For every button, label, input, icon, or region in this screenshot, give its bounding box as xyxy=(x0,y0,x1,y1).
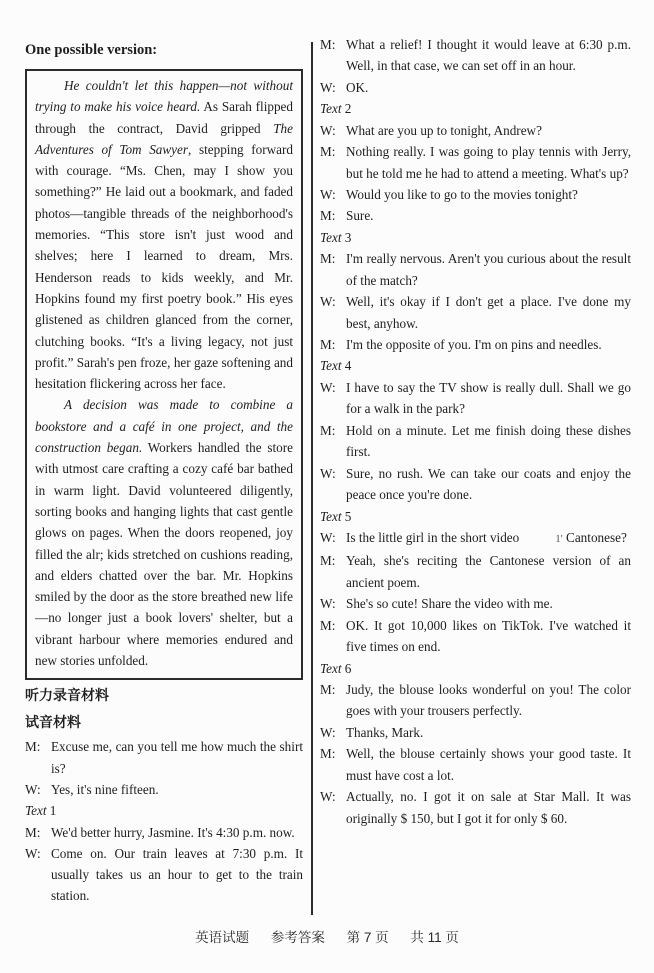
dialogue-turn xyxy=(320,420,631,463)
dialogue-turn xyxy=(320,593,631,614)
speaker-label: W: xyxy=(320,529,336,545)
speaker-label: W: xyxy=(320,724,336,740)
speaker-label: W: xyxy=(25,781,41,797)
text-label xyxy=(320,227,631,248)
dialogue-turn xyxy=(320,679,631,722)
dialogue-text: Come on. Our train leaves at 7:30 p.m. It usually takes us an hour to get to the train station. xyxy=(51,845,303,904)
speaker-label: M: xyxy=(320,208,336,224)
essay-paragraph-1 xyxy=(35,75,293,394)
text-label xyxy=(320,506,631,527)
dialogue-turn xyxy=(320,786,631,829)
dialogue-text: Well, the blouse certainly shows your good taste. It must have cost a lot. xyxy=(346,746,631,783)
speaker-label: W: xyxy=(320,789,336,805)
footer-page-number: 第 7 页 xyxy=(346,930,389,945)
dialogue-text: We'd better hurry, Jasmine. It's 4:30 p.m. now. xyxy=(51,824,295,840)
dialogue-text: Excuse me, can you tell me how much the shirt is? xyxy=(51,739,303,776)
right-column xyxy=(320,32,631,829)
column-divider-rule xyxy=(311,42,313,915)
dialogue-turn xyxy=(320,205,631,226)
speaker-label: M: xyxy=(25,739,41,755)
text-label-number: 3 xyxy=(341,229,352,245)
speaker-label: M: xyxy=(320,681,336,697)
left-dialogue-list xyxy=(25,736,303,906)
dialogue-text: Actually, no. I got it on sale at Star Mall. It was originally $ 150, but I got it for only $ 60. xyxy=(346,789,631,826)
dialogue-text: I'm really nervous. Aren't you curious about the result of the match? xyxy=(346,251,631,288)
speaker-label: M: xyxy=(25,824,41,840)
dialogue-turn xyxy=(25,736,303,779)
dialogue-turn xyxy=(320,141,631,184)
footer-answer-key-label: 参考答案 xyxy=(270,930,325,945)
italic-text-segment: A decision was made to combine a bookstore and a café in one project, and the construction began. xyxy=(35,397,293,456)
speaker-label: M: xyxy=(320,617,336,633)
footer-exam-title: 英语试题 xyxy=(195,930,250,945)
page-footer xyxy=(0,926,654,946)
left-column xyxy=(25,40,303,907)
text-label xyxy=(320,658,631,679)
dialogue-text: Judy, the blouse looks wonderful on you! The color goes with your trousers perfectly. xyxy=(346,681,631,719)
dialogue-turn xyxy=(320,291,631,334)
dialogue-turn xyxy=(320,377,631,420)
speaker-label: W: xyxy=(320,79,336,95)
text-label-number: 6 xyxy=(341,660,352,676)
speaker-label: M: xyxy=(320,337,336,353)
speaker-label: W: xyxy=(25,845,41,861)
dialogue-text: I have to say the TV show is really dull. Shall we go for a walk in the park? xyxy=(346,379,631,417)
italic-text-segment: He couldn't let this happen—not without trying to make his voice heard. xyxy=(35,78,293,115)
speaker-label: M: xyxy=(320,37,336,52)
text-segment: , stepping forward with courage. “Ms. Chen, may I show you something?” He laid out a bookmark, and faded photos—tangible threads of the neighborhood's memories. “This store isn't just wood and shelves; here I learned to dream, Mrs. Henderson reads to kids weekly, and Mr. Hopkins found my first poetry book.” His eyes glistened as children glanced from the corner, clutching books. “It's a living legacy, not just profit.” Sarah's pen froze, her gaze softening and hesitation flickering across her face. xyxy=(35,141,293,392)
text-label xyxy=(25,800,303,821)
speaker-label: W: xyxy=(320,187,336,203)
speaker-label: M: xyxy=(320,144,336,160)
dialogue-text: OK. xyxy=(346,79,369,95)
text-label-number: 5 xyxy=(341,508,352,524)
dialogue-turn xyxy=(25,843,303,907)
dialogue-turn xyxy=(320,615,631,658)
speaker-label: W: xyxy=(320,465,336,481)
dialogue-text: Yes, it's nine fifteen. xyxy=(51,781,159,797)
text-segment: Workers handled the store with utmost care crafting a cozy café bar bathed in warm light. David volunteered diligently, sorting books and hanging lights that cast gentle glows on pages. When the doors reopened, joy filled the alr; kids stretched on cushions reading, and elders chatted over the bar. Mr. Hopkins smiled by the door as the store breathed new life—no longer just a book lovers' shelter, but a vibrant harbour where memories endured and new stories unfolded. xyxy=(35,440,293,669)
dialogue-text: She's so cute! Share the video with me. xyxy=(346,596,553,612)
dialogue-text: What are you up to tonight, Andrew? xyxy=(346,122,542,138)
dialogue-text: Thanks, Mark. xyxy=(346,724,424,740)
dialogue-turn xyxy=(320,550,631,593)
dialogue-text: Sure. xyxy=(346,208,374,224)
dialogue-turn xyxy=(320,743,631,786)
speaker-label: W: xyxy=(320,379,336,395)
dialogue-turn xyxy=(320,722,631,743)
dialogue-turn xyxy=(320,120,631,141)
dialogue-text: Nothing really. I was going to play tennis with Jerry, but he told me he had to attend a meeting. What's up? xyxy=(346,144,631,181)
dialogue-turn xyxy=(320,34,631,77)
essay-paragraph-2 xyxy=(35,394,293,671)
dialogue-turn xyxy=(25,822,303,843)
text-label-word: Text xyxy=(320,508,342,524)
text-segment: As Sarah flipped through the contract, David gripped xyxy=(35,99,293,136)
dialogue-text: Hold on a minute. Let me finish doing these dishes first. xyxy=(346,422,631,460)
speaker-label: M: xyxy=(320,553,336,569)
footer-total-pages: 共 11 页 xyxy=(410,930,459,945)
dialogue-turn xyxy=(320,463,631,506)
right-dialogue-list xyxy=(320,34,631,829)
dialogue-text: What a relief! I thought it would leave at 6:30 p.m. Well, in that case, we can set off in an hour. xyxy=(346,37,631,74)
text-label-word: Text xyxy=(320,358,342,374)
section-heading: One possible version: xyxy=(25,42,158,58)
speaker-label: W: xyxy=(320,294,336,310)
dialogue-text: I'm the opposite of you. I'm on pins and needles. xyxy=(346,337,602,353)
text-label-number: 1 xyxy=(46,803,57,819)
text-label-number: 2 xyxy=(341,101,352,117)
speaker-label: M: xyxy=(320,422,336,438)
text-label-word: Text xyxy=(25,803,47,819)
listening-material-heading: 听力录音材料 xyxy=(25,687,109,704)
dialogue-turn xyxy=(320,334,631,355)
speaker-label: W: xyxy=(320,596,336,612)
text-label-number: 4 xyxy=(341,358,352,374)
dialogue-text: Is the little girl in the short video 1' Cantonese? xyxy=(346,529,627,545)
text-label-word: Text xyxy=(320,660,342,676)
text-label xyxy=(320,98,631,119)
speaker-label: W: xyxy=(320,122,336,138)
text-label-word: Text xyxy=(320,101,342,117)
speaker-label: M: xyxy=(320,251,336,267)
model-essay-box xyxy=(25,69,303,680)
dialogue-turn xyxy=(25,779,303,800)
print-artifact: 1' xyxy=(555,532,563,545)
dialogue-text: Sure, no rush. We can take our coats and enjoy the peace once you're done. xyxy=(346,465,631,503)
dialogue-text: Would you like to go to the movies tonight? xyxy=(346,187,578,203)
dialogue-turn xyxy=(320,248,631,291)
speaker-label: M: xyxy=(320,746,336,762)
text-label xyxy=(320,355,631,376)
dialogue-turn xyxy=(320,77,631,98)
dialogue-turn xyxy=(320,527,631,550)
audio-test-heading: 试音材料 xyxy=(25,714,81,731)
dialogue-text: Yeah, she's reciting the Cantonese version of an ancient poem. xyxy=(346,553,631,590)
dialogue-text: OK. It got 10,000 likes on TikTok. I've watched it five times on end. xyxy=(346,617,631,655)
dialogue-text: Well, it's okay if I don't get a place. I've done my best, anyhow. xyxy=(346,294,631,331)
dialogue-turn xyxy=(320,184,631,205)
italic-text-segment: The Adventures of Tom Sawyer xyxy=(35,120,293,157)
text-label-word: Text xyxy=(320,229,342,245)
